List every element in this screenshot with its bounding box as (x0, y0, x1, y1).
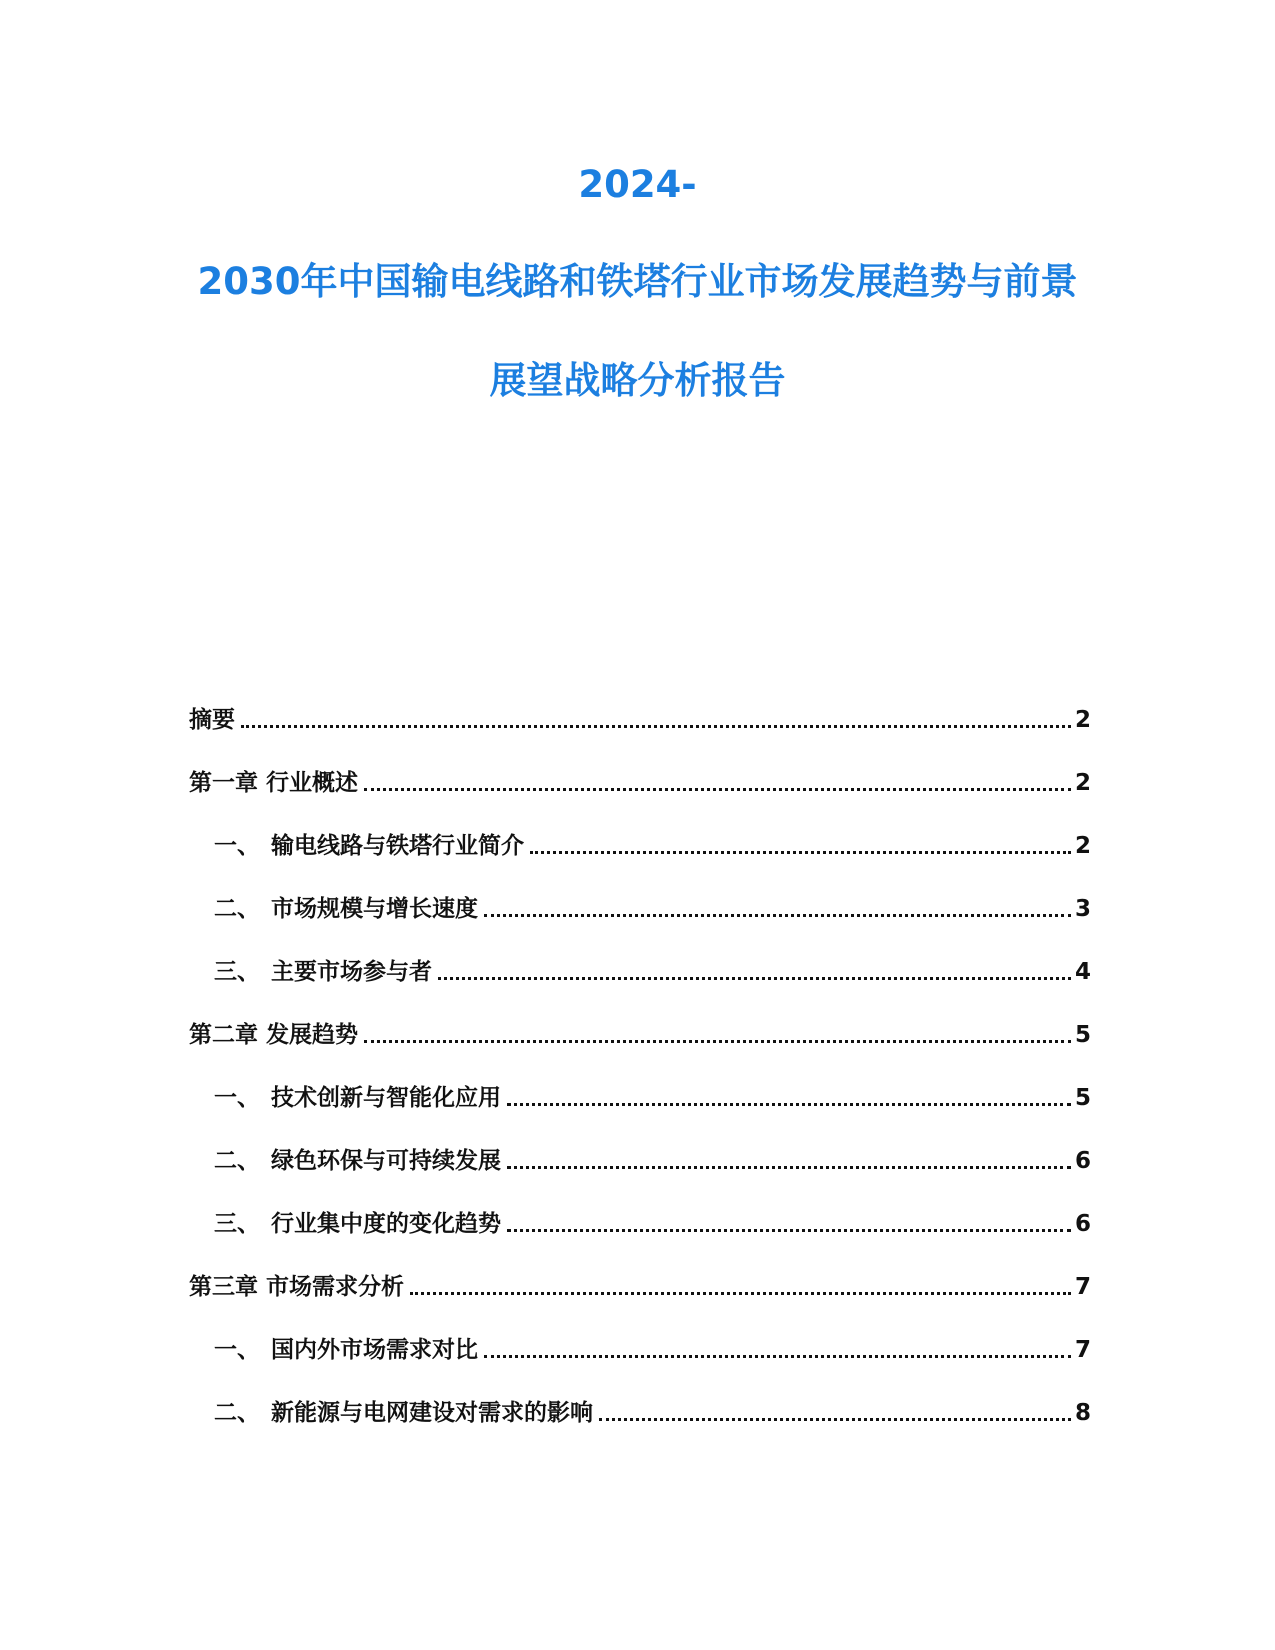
toc-page-number: 2 (1074, 770, 1091, 796)
toc-entry[interactable] (214, 1145, 1091, 1177)
toc-dot-leader (507, 1166, 1071, 1169)
toc-dot-leader (364, 1040, 1071, 1043)
toc-page-number: 8 (1074, 1400, 1091, 1426)
toc-dot-leader (484, 1355, 1071, 1358)
toc-entry[interactable] (214, 1334, 1091, 1366)
toc-entry-label: 国内外市场需求对比 (271, 1337, 478, 1363)
toc-dot-leader (507, 1103, 1071, 1106)
toc-entry-number: 二、 (214, 896, 260, 922)
toc-dot-leader (241, 725, 1071, 728)
toc-page-number: 2 (1074, 833, 1091, 859)
toc-entry-number: 一、 (214, 1337, 260, 1363)
toc-entry-label: 主要市场参与者 (271, 959, 432, 985)
toc-dot-leader (438, 977, 1071, 980)
toc-dot-leader (364, 788, 1071, 791)
toc-entry-number: 三、 (214, 1211, 260, 1237)
toc-entry[interactable] (214, 1397, 1091, 1429)
report-title-line-3: 展望战略分析报告 (489, 359, 786, 402)
toc-dot-leader (484, 914, 1071, 917)
toc-page-number: 2 (1074, 707, 1091, 733)
toc-page-number: 7 (1074, 1337, 1091, 1363)
toc-entry[interactable] (214, 830, 1091, 862)
toc-page-number: 7 (1074, 1274, 1091, 1300)
toc-entry-number: 二、 (214, 1148, 260, 1174)
toc-dot-leader (410, 1292, 1071, 1295)
toc-entry-number: 二、 (214, 1400, 260, 1426)
toc-entry-label: 第一章 行业概述 (189, 770, 359, 796)
toc-entry[interactable] (214, 893, 1091, 925)
toc-page-number: 5 (1074, 1022, 1091, 1048)
toc-entry[interactable] (189, 767, 1091, 799)
toc-dot-leader (507, 1229, 1071, 1232)
toc-dot-leader (599, 1418, 1071, 1421)
toc-entry[interactable] (214, 1208, 1091, 1240)
toc-entry-number: 一、 (214, 833, 260, 859)
toc-entry-number: 一、 (214, 1085, 260, 1111)
toc-page-number: 6 (1074, 1148, 1091, 1174)
toc-entry-label: 第三章 市场需求分析 (189, 1274, 405, 1300)
toc-entry-label: 绿色环保与可持续发展 (271, 1148, 501, 1174)
toc-page-number: 3 (1074, 896, 1091, 922)
toc-entry[interactable] (189, 704, 1091, 736)
toc-entry-label: 摘要 (189, 707, 235, 733)
toc-dot-leader (530, 851, 1071, 854)
toc-entry[interactable] (214, 1082, 1091, 1114)
report-title-line-2: 2030年中国输电线路和铁塔行业市场发展趋势与前景 (197, 260, 1078, 303)
toc-entry[interactable] (189, 1019, 1091, 1051)
report-title-line-1: 2024- (578, 163, 697, 206)
toc-entry-label: 输电线路与铁塔行业简介 (271, 833, 524, 859)
toc-entry-label: 新能源与电网建设对需求的影响 (271, 1400, 593, 1426)
toc-page-number: 5 (1074, 1085, 1091, 1111)
toc-entry-label: 行业集中度的变化趋势 (271, 1211, 501, 1237)
toc-page-number: 6 (1074, 1211, 1091, 1237)
toc-entry[interactable] (214, 956, 1091, 988)
toc-page-number: 4 (1074, 959, 1091, 985)
toc-entry[interactable] (189, 1271, 1091, 1303)
toc-entry-number: 三、 (214, 959, 260, 985)
toc-entry-label: 技术创新与智能化应用 (271, 1085, 501, 1111)
toc-entry-label: 第二章 发展趋势 (189, 1022, 359, 1048)
toc-entry-label: 市场规模与增长速度 (271, 896, 478, 922)
